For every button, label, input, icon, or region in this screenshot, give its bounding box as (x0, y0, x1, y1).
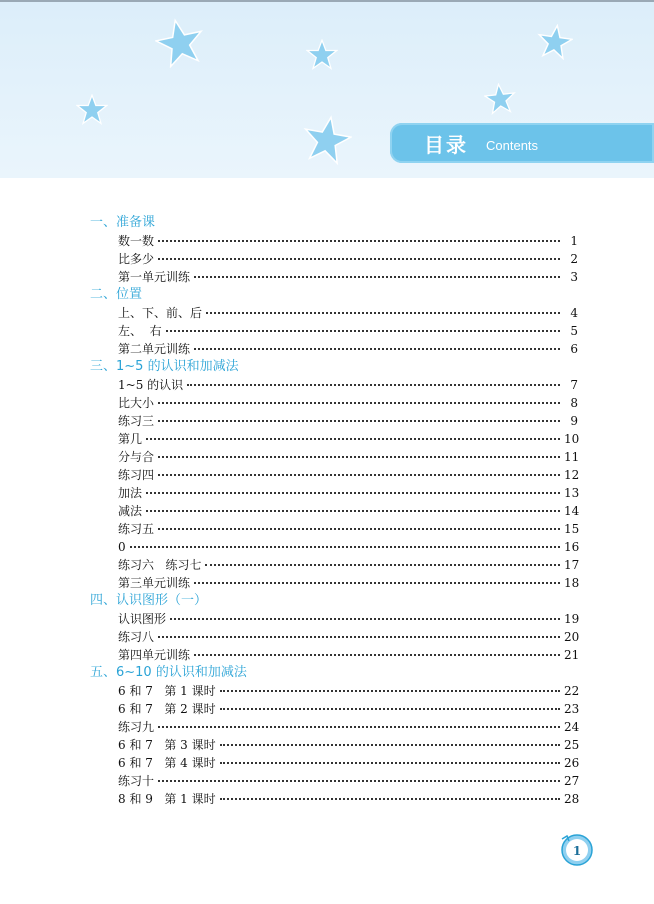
toc-entry-label: 练习十 (118, 774, 155, 788)
toc-entry[interactable] (118, 700, 578, 718)
toc-entry-label: 练习六 练习七 (118, 558, 202, 572)
leader-dots (206, 312, 560, 314)
toc-entry[interactable] (118, 394, 578, 412)
leader-dots (220, 798, 560, 800)
toc-entry-label: 第四单元训练 (118, 648, 191, 662)
toc-page-number: 11 (564, 450, 580, 464)
toc-page-number: 14 (564, 504, 580, 518)
page-title: 目录 (424, 133, 468, 157)
toc-page-number: 18 (564, 576, 580, 590)
star-icon (76, 94, 108, 126)
toc-page-number: 7 (570, 378, 578, 392)
toc-entry-label: 左、 右 (118, 324, 162, 338)
toc-entry-label: 6 和 7 第 2 课时 (118, 702, 216, 716)
toc-entry[interactable] (118, 646, 578, 664)
toc-page-number: 24 (564, 720, 580, 734)
toc-entry-label: 6 和 7 第 3 课时 (118, 738, 216, 752)
leader-dots (220, 690, 560, 692)
toc-entry[interactable] (118, 574, 578, 592)
toc-entry[interactable] (118, 790, 578, 808)
toc-page-number: 23 (564, 702, 580, 716)
leader-dots (187, 384, 560, 386)
toc-entry-label: 练习九 (118, 720, 155, 734)
toc-page-number: 27 (564, 774, 580, 788)
toc-page-number: 4 (570, 306, 578, 320)
toc-entry-label: 8 和 9 第 1 课时 (118, 792, 216, 806)
toc-entry[interactable] (118, 502, 578, 520)
toc-page-number: 10 (564, 432, 580, 446)
toc-chapter[interactable]: 三、1~5 的认识和加减法 (90, 359, 239, 374)
toc-page-number: 21 (564, 648, 580, 662)
leader-dots (194, 582, 560, 584)
toc-entry[interactable] (118, 268, 578, 286)
toc-entry-label: 练习八 (118, 630, 155, 644)
toc-entry-label: 第二单元训练 (118, 342, 191, 356)
toc-entry[interactable] (118, 610, 578, 628)
leader-dots (194, 654, 560, 656)
toc-entry-label: 0 (118, 540, 126, 554)
leader-dots (194, 276, 560, 278)
toc-page-number: 8 (570, 396, 578, 410)
leader-dots (158, 726, 560, 728)
toc-page-number: 9 (570, 414, 578, 428)
toc-page-number: 6 (570, 342, 578, 356)
toc-entry[interactable] (118, 448, 578, 466)
toc-entry[interactable] (118, 520, 578, 538)
toc-entry[interactable] (118, 430, 578, 448)
leader-dots (166, 330, 560, 332)
leader-dots (158, 456, 560, 458)
toc-page-number: 2 (570, 252, 578, 266)
leader-dots (220, 708, 560, 710)
toc-chapter[interactable]: 四、认识图形（一） (90, 593, 208, 608)
star-icon (484, 83, 516, 115)
leader-dots (170, 618, 560, 620)
toc-entry[interactable] (118, 538, 578, 556)
leader-dots (158, 528, 560, 530)
toc-page-number: 22 (564, 684, 580, 698)
toc-entry[interactable] (118, 232, 578, 250)
toc-entry[interactable] (118, 556, 578, 574)
toc-entry[interactable] (118, 628, 578, 646)
toc-page-number: 17 (564, 558, 580, 572)
toc-page-number: 19 (564, 612, 580, 626)
toc-page-number: 12 (564, 468, 580, 482)
toc-page-number: 13 (564, 486, 580, 500)
toc-entry-label: 练习四 (118, 468, 155, 482)
toc-entry-label: 分与合 (118, 450, 155, 464)
leader-dots (158, 474, 560, 476)
toc-entry[interactable] (118, 250, 578, 268)
leader-dots (205, 564, 560, 566)
toc-entry[interactable] (118, 322, 578, 340)
toc-entry-label: 练习三 (118, 414, 155, 428)
star-icon (306, 39, 338, 71)
toc-entry-label: 练习五 (118, 522, 155, 536)
toc-entry-label: 第三单元训练 (118, 576, 191, 590)
toc-entry[interactable] (118, 682, 578, 700)
toc-page-number: 15 (564, 522, 580, 536)
toc-entry-label: 1~5 的认识 (118, 378, 184, 392)
toc-entry[interactable] (118, 466, 578, 484)
toc-entry[interactable] (118, 718, 578, 736)
toc-entry-label: 数一数 (118, 234, 155, 248)
toc-entry[interactable] (118, 304, 578, 322)
toc-entry[interactable] (118, 484, 578, 502)
toc-entry[interactable] (118, 412, 578, 430)
star-icon (155, 18, 205, 68)
leader-dots (158, 402, 560, 404)
toc-page-number: 3 (570, 270, 578, 284)
contents-title-tab (390, 123, 654, 163)
leader-dots (158, 780, 560, 782)
star-icon (537, 24, 573, 60)
toc-page-number: 16 (564, 540, 580, 554)
toc-page-number: 1 (570, 234, 578, 248)
toc-chapter[interactable]: 五、6~10 的认识和加减法 (90, 665, 247, 680)
leader-dots (130, 546, 560, 548)
toc-entry-label: 6 和 7 第 4 课时 (118, 756, 216, 770)
toc-entry[interactable] (118, 340, 578, 358)
toc-entry-label: 认识图形 (118, 612, 167, 626)
toc-entry[interactable] (118, 754, 578, 772)
toc-page-number: 20 (564, 630, 580, 644)
leader-dots (194, 348, 560, 350)
toc-entry[interactable] (118, 772, 578, 790)
star-icon (302, 115, 352, 165)
toc-entry-label: 减法 (118, 504, 143, 518)
toc-entry-label: 上、下、前、后 (118, 306, 203, 320)
leader-dots (158, 258, 560, 260)
toc-entry-label: 第一单元训练 (118, 270, 191, 284)
toc-chapter[interactable]: 二、位置 (90, 287, 143, 302)
toc-entry-label: 第几 (118, 432, 143, 446)
table-of-contents (0, 214, 654, 808)
page-number: 1 (572, 844, 582, 858)
page-subtitle: Contents (486, 138, 539, 153)
toc-page-number: 26 (564, 756, 580, 770)
leader-dots (220, 744, 560, 746)
toc-page-number: 5 (570, 324, 578, 338)
toc-page-number: 25 (564, 738, 580, 752)
leader-dots (146, 492, 560, 494)
toc-entry-label: 比大小 (118, 396, 155, 410)
toc-entry-label: 加法 (118, 486, 143, 500)
leader-dots (158, 420, 560, 422)
leader-dots (146, 510, 560, 512)
toc-chapter[interactable]: 一、准备课 (90, 215, 156, 230)
leader-dots (158, 240, 560, 242)
toc-entry[interactable] (118, 736, 578, 754)
leader-dots (146, 438, 560, 440)
leader-dots (158, 636, 560, 638)
toc-entry-label: 比多少 (118, 252, 155, 266)
leader-dots (220, 762, 560, 764)
toc-page-number: 28 (564, 792, 580, 806)
page-number-badge (556, 829, 594, 867)
toc-entry[interactable] (118, 376, 578, 394)
toc-entry-label: 6 和 7 第 1 课时 (118, 684, 216, 698)
